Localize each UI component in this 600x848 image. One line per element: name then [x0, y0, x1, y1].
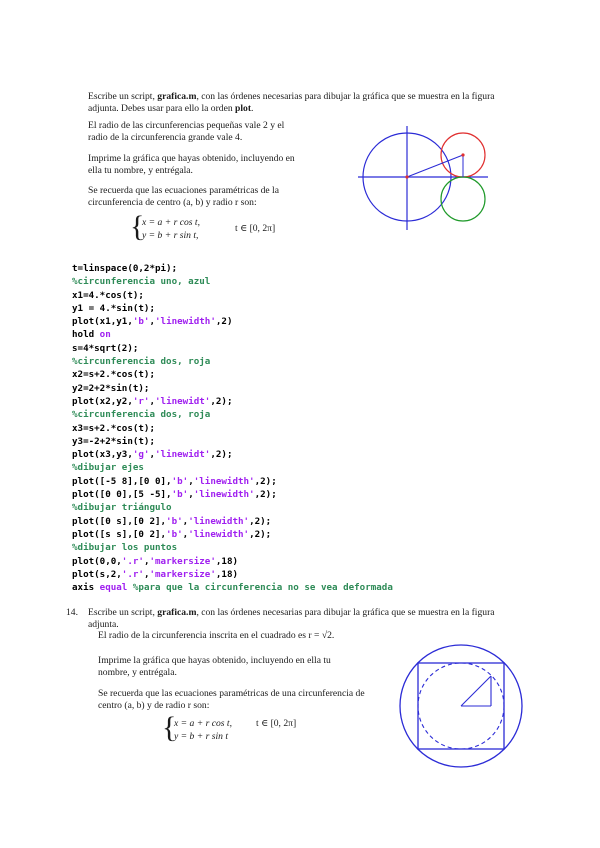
code-line	[72, 355, 393, 368]
code-line	[72, 275, 393, 288]
code-token: t=linspace(0,2*pi);	[72, 263, 178, 274]
code-token: ,2);	[210, 395, 233, 407]
code-token: ,	[143, 555, 150, 567]
code-token: ,	[188, 475, 194, 487]
code-line	[72, 342, 393, 355]
code-token: 'markersize'	[149, 568, 216, 580]
code-token: ,	[182, 528, 189, 540]
code-token: ,2);	[210, 449, 233, 461]
problem14-print: Imprime la gráfica que hayas obtenido, incluyendo en ella tu nombre, y entrégala.	[98, 655, 331, 679]
code-token: plot([0 s],[0 2],	[72, 515, 167, 527]
code-line	[72, 461, 393, 474]
triangle-hypotenuse	[407, 155, 463, 177]
print-paragraph: Imprime la gráfica que hayas obtenido, incluyendo en ella tu nombre, y entrégala.	[88, 153, 295, 177]
brace-glyph: {	[130, 210, 145, 243]
code-line	[72, 382, 393, 395]
code-token: ,	[182, 515, 189, 527]
code-token: ,	[143, 568, 150, 580]
figure-circles	[350, 118, 490, 233]
code-token: hold	[72, 329, 100, 341]
code-token: x3=s+2.*cos(t);	[72, 422, 155, 434]
problem14-param: Se recuerda que las ecuaciones paramétricas de una circunferencia de centro (a, b) y de radio r son:	[98, 688, 365, 712]
code-token: 'linewidth'	[188, 528, 250, 540]
code-token: 'g'	[132, 449, 150, 461]
code-token: x1=4.*cos(t);	[72, 289, 144, 301]
parametric-system-14	[162, 711, 362, 746]
code-token: on	[99, 329, 111, 341]
problem14-intro	[88, 607, 523, 632]
code-token: 'linewidth'	[188, 515, 250, 527]
code-token: plot(0,0,	[72, 555, 122, 567]
code-line	[72, 262, 393, 275]
code-token: ,	[188, 489, 194, 501]
code-token: ,	[149, 316, 156, 328]
code-token: ,	[149, 449, 156, 461]
problem13-intro	[88, 91, 518, 116]
code-token: 'linewidt'	[155, 449, 211, 461]
intro-text: Escribe un script,	[88, 91, 158, 102]
code-token: 'b'	[171, 489, 189, 501]
center-point	[461, 153, 464, 156]
code-line	[72, 515, 393, 528]
code-token: %dibujar los puntos	[72, 542, 178, 554]
code-line	[72, 448, 393, 461]
code-token: ,2)	[215, 316, 233, 328]
code-token: axis	[72, 582, 100, 594]
code-token: '.r'	[121, 555, 144, 567]
code-line	[72, 581, 393, 594]
code-line	[72, 528, 393, 541]
code-line	[72, 328, 393, 341]
code-line	[72, 475, 393, 488]
code-token: ,18)	[215, 555, 239, 567]
code-line	[72, 315, 393, 328]
code-token: 'b'	[166, 528, 183, 540]
code-token: plot(x1,y1,	[72, 316, 133, 328]
radius-line	[461, 676, 491, 706]
code-token: ,2);	[249, 515, 272, 527]
code-token: %para que la circunferencia no se vea deformada	[132, 582, 393, 594]
code-token: equal	[99, 582, 133, 594]
radius-paragraph: El radio de las circunferencias pequeñas vale 2 y el radio de la circunferencia grande vale 4.	[88, 120, 285, 144]
code-token: plot(x2,y2,	[72, 395, 133, 407]
code-token: s=4*sqrt(2);	[72, 342, 139, 354]
code-line	[72, 541, 393, 554]
plot-command: plot	[235, 103, 252, 115]
code-token: %dibujar ejes	[72, 462, 144, 474]
code-token: %circunferencia dos, roja	[72, 409, 211, 421]
code-token: ,	[149, 395, 156, 407]
code-token: ,2);	[254, 489, 277, 501]
code-token: 'linewidth'	[193, 489, 255, 501]
problem14-number: 14.	[66, 607, 78, 618]
code-line	[72, 501, 393, 514]
code-line	[72, 422, 393, 435]
parametric-system	[130, 210, 310, 245]
code-token: plot(x3,y3,	[72, 449, 133, 461]
intro14-text-cont: , con las órdenes necesarias para dibujar la gráfica que se muestra en la figura adjunta.	[88, 607, 495, 631]
code-token: 'linewidth'	[193, 475, 255, 487]
figure-square-circles	[397, 642, 525, 770]
code-token: plot([-5 8],[0 0],	[72, 475, 172, 487]
code-token: %circunferencia uno, azul	[72, 276, 211, 288]
brace-glyph-14: {	[162, 711, 177, 744]
problem14-radius: El radio de la circunferencia inscrita en el cuadrado es r = √2.	[98, 630, 335, 641]
code-token: y2=2+2*sin(t);	[72, 382, 150, 394]
origin-point	[405, 175, 408, 178]
code-token: y1 = 4.*sin(t);	[72, 302, 155, 314]
code-token: 'linewidth'	[155, 316, 216, 328]
code-token: 'r'	[132, 395, 150, 407]
code-line	[72, 302, 393, 315]
t-domain-14: t ∈ [0, 2π]	[256, 718, 297, 729]
equation-y: y = b + r sin t,	[142, 230, 199, 241]
code-line	[72, 435, 393, 448]
code-token: plot([s s],[0 2],	[72, 528, 167, 540]
code-line	[72, 488, 393, 501]
script-filename: grafica.m	[157, 91, 197, 102]
code-token: y3=-2+2*sin(t);	[72, 435, 155, 447]
equation14-y: y = b + r sin t	[174, 731, 228, 742]
code-token: 'b'	[171, 475, 189, 487]
code-line	[72, 395, 393, 408]
code-token: 'b'	[166, 515, 183, 527]
t-domain: t ∈ [0, 2π]	[235, 223, 276, 234]
code-token: plot(s,2,	[72, 568, 122, 580]
intro14-text: Escribe un script,	[88, 607, 158, 618]
code-line	[72, 289, 393, 302]
param-paragraph: Se recuerda que las ecuaciones paramétricas de la circunferencia de centro (a, b) y radio r son:	[88, 185, 279, 209]
code-token: ,2);	[254, 475, 277, 487]
code-token: 'b'	[132, 316, 150, 328]
code-token: 'linewidt'	[155, 395, 211, 407]
code-token: x2=s+2.*cos(t);	[72, 369, 155, 381]
matlab-code-block	[72, 262, 393, 594]
equation-x: x = a + r cos t,	[142, 217, 200, 228]
code-token: %dibujar triángulo	[72, 502, 172, 514]
code-token: 'markersize'	[149, 555, 216, 567]
code-token: %circunferencia dos, roja	[72, 356, 211, 368]
code-token: ,18)	[215, 568, 239, 580]
intro-period: .	[251, 103, 254, 115]
code-line	[72, 368, 393, 381]
code-line	[72, 568, 393, 581]
code-line	[72, 555, 393, 568]
green-circle	[441, 177, 485, 221]
code-token: '.r'	[121, 568, 144, 580]
intro-text-cont: , con las órdenes necesarias para dibujar la gráfica que se muestra en la figura adjunta. Debes usar para ello la orden	[88, 91, 495, 115]
code-token: ,2);	[249, 528, 272, 540]
code-line	[72, 408, 393, 421]
equation14-x: x = a + r cos t,	[174, 718, 232, 729]
script14-filename: grafica.m	[157, 607, 197, 618]
code-token: plot([0 0],[5 -5],	[72, 489, 172, 501]
